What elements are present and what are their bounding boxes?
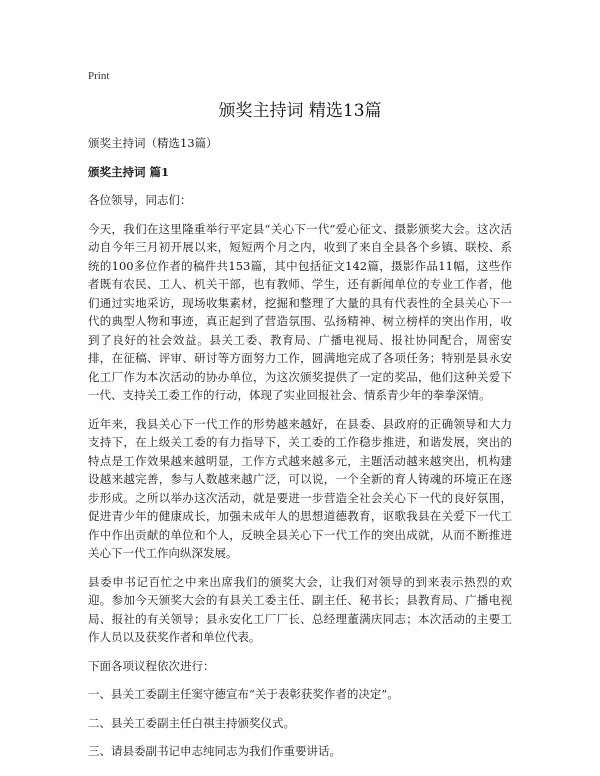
paragraph: 近年来，我县关心下一代工作的形势越来越好，在县委、县政府的正确领导和大力支持下，在上级关工委的有力指导下，关工委的工作稳步推进，和谐发展，突出的特点是工作效果越来越明显，工作方式越来越多元，主题活动越来越突出，机构建设越来越完善，参与人数越来越广泛，可以说，一个全新的育人铸魂的环境正在逐步形成。之所以举办这次活动，就是要进一步营造全社会关心下一代的良好氛围，促进青少年的健康成长，加强未成年人的思想道德教育，讴歌我县在关爱下一代工作中作出贡献的单位和个人，反映全县关心下一代工作的突出成就，从而不断推进关心下一代工作向纵深发展。: [88, 416, 512, 560]
paragraph: 三、请县委副书记申志纯同志为我们作重要讲话。: [88, 744, 341, 758]
document-body: [88, 134, 512, 771]
paragraph: 县委申书记百忙之中来出席我们的颁奖大会，让我们对领导的到来表示热烈的欢迎。参加今天颁奖大会的有县关工委主任、副主任、秘书长；县教育局、广播电视局、报社的有关领导；县永安化工厂厂长、总经理董满庆同志；本次活动的主要工作人员以及获奖作者和单位代表。: [88, 574, 512, 644]
paragraph: 一、县关工委副主任窦守德宣布“关于表彰获奖作者的决定”。: [88, 687, 399, 701]
section-heading: 颁奖主持词 篇1: [88, 164, 170, 179]
page-title: 颁奖主持词 精选13篇: [218, 101, 382, 121]
paragraph: 今天，我们在这里隆重举行平定县“关心下一代”爱心征文、摄影颁奖大会。这次活动自今年三月初开展以来，短短两个月之内，收到了来自全县各个乡镇、联校、系统的100多位作者的稿件共153篇，其中包括征文142篇，摄影作品11幅，这些作者既有农民、工人、机关干部，也有教师、学生，还有新闻单位的专业工作者，他们通过实地采访，现场收集素材，挖掘和整理了大量的具有代表性的全县关心下一代的典型人物和事迹，真正起到了营造氛围、弘扬精神、树立榜样的突出作用，收到了良好的社会效益。县关工委、教育局、广播电视局、报社协同配合，周密安排，在征稿、评审、研讨等方面努力工作，圆满地完成了各项任务；特别是县永安化工厂作为本次活动的协办单位，为这次颁奖提供了一定的奖品，他们这种关爱下一代、支持关工委工作的行动，体现了实业回报社会、情系青少年的拳拳深情。: [88, 221, 512, 402]
print-label[interactable]: Print: [88, 70, 110, 82]
paragraph: 各位领导，同志们：: [88, 193, 192, 207]
paragraph: 下面各项议程依次进行：: [88, 658, 215, 673]
document-subtitle: 颁奖主持词（精选13篇）: [88, 136, 218, 150]
paragraph: 二、县关工委副主任白祺主持颁奖仪式。: [88, 715, 295, 730]
